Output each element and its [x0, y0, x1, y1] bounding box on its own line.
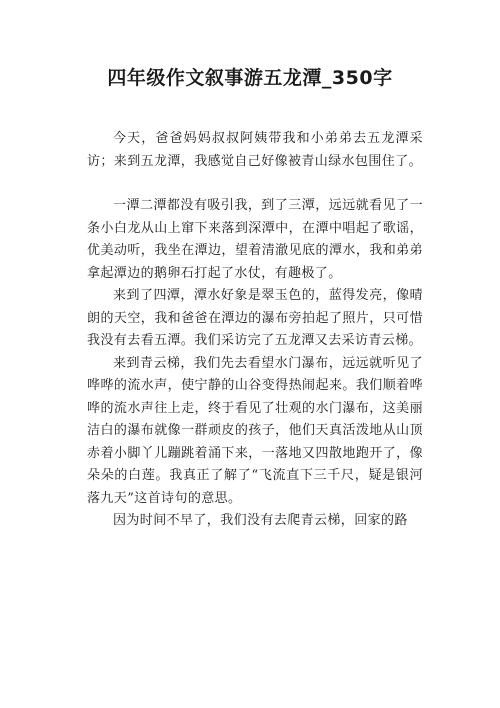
paragraph-1: 今天，爸爸妈妈叔叔阿姨带我和小弟弟去五龙潭采访；来到五龙潭，我感觉自己好像被青山绿水包围住了。 [87, 131, 423, 169]
paragraph-5: 因为时间不早了，我们没有去爬青云梯，回家的路 [113, 513, 408, 528]
paragraph-spacer [87, 173, 423, 195]
paragraph-2: 一潭二潭都没有吸引我，到了三潭，远远就看见了一条小白龙从山上窜下来落到深潭中，在潭中唱起了歌谣，优美动听，我坐在潭边，望着清澈见底的潭水，我和弟弟拿起潭边的鹅卵石打起了水仗，有趣极了。 [87, 198, 423, 281]
document-body [87, 128, 423, 533]
paragraph-4: 来到青云梯，我们先去看望水门瀑布，远远就听见了哗哗的流水声，使宁静的山谷变得热闹起来。我们顺着哗哗的流水声往上走，终于看见了壮观的水门瀑布，这美丽洁白的瀑布就像一群顽皮的孩子，他们天真活泼地从山顶赤着小脚丫儿蹦跳着涌下来，一落地又四散地跑开了，像朵朵的白莲。我真正了解了“飞流直下三千尺，疑是银河落九天”这首诗句的意思。 [87, 355, 423, 506]
paragraph-3: 来到了四潭，潭水好象是翠玉色的，蓝得发亮，像晴朗的天空，我和爸爸在潭边的瀑布旁拍起了照片，只可惜我没有去看五潭。我们采访完了五龙潭又去采访青云梯。 [87, 288, 423, 348]
document-title: 四年级作文叙事游五龙潭_350字 [107, 67, 393, 89]
